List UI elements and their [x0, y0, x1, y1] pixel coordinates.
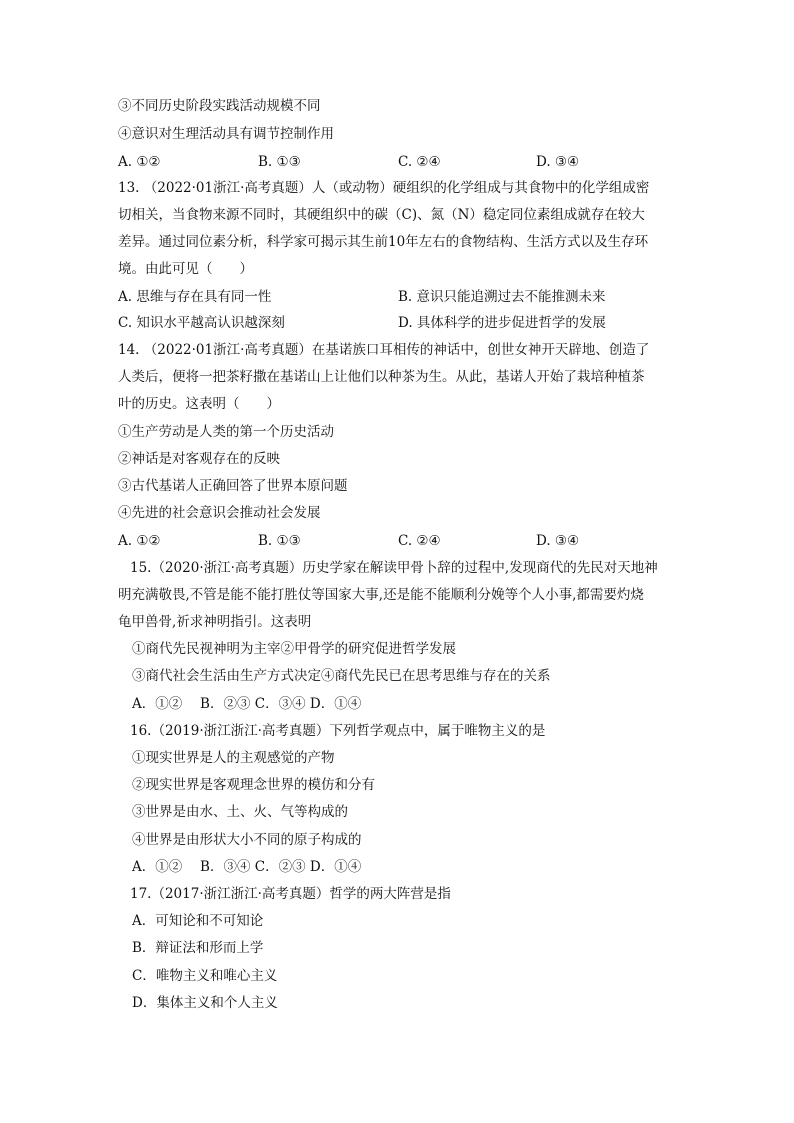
q14-option-d: D. ③④	[536, 533, 580, 549]
q12-item-4: ④意识对生理活动具有调节控制作用	[118, 126, 334, 142]
q16-options: A．①② B．③④ C．②③ D．①④	[132, 859, 362, 875]
q13-option-a: A. 思维与存在具有同一性	[118, 289, 272, 305]
q16-item-3: ③世界是由水、土、火、气等构成的	[132, 804, 348, 820]
q13-stem-line-4: 境。由此可见（ ）	[118, 261, 253, 277]
q13-option-c: C. 知识水平越高认识越深刻	[118, 315, 285, 331]
q12-option-d: D. ③④	[536, 154, 580, 170]
q17-option-b: B．辩证法和形而上学	[132, 940, 264, 956]
q17-option-d: D．集体主义和个人主义	[132, 995, 278, 1011]
q14-item-4: ④先进的社会意识会推动社会发展	[118, 505, 321, 521]
q13-stem-line-3: 差异。通过同位素分析，科学家可揭示其生前10年左右的食物结构、生活方式以及生存环	[118, 234, 649, 250]
q13-options-row-2	[118, 313, 678, 333]
q12-item-3: ③不同历史阶段实践活动规模不同	[118, 98, 321, 114]
q16-item-4: ④世界是由形状大小不同的原子构成的	[132, 832, 362, 848]
q15-options: A．①② B．②③ C．③④ D．①④	[132, 696, 362, 712]
q12-option-a: A. ①②	[118, 154, 161, 170]
q15-stem-line-2: 明充满敬畏,不管是能不能打胜仗等国家大事,还是能不能顺利分娩等个人小事,都需要灼烧	[118, 587, 644, 603]
q14-option-a: A. ①②	[118, 533, 161, 549]
q17-option-a: A．可知论和不可知论	[132, 913, 264, 929]
q13-option-b: B. 意识只能追溯过去不能推测未来	[398, 289, 606, 305]
q13-stem-line-1: 13. （2022·01浙江·高考真题）人（或动物）硬组织的化学组成与其食物中的化学组成密	[118, 180, 650, 196]
q14-stem-line-3: 叶的历史。这表明（ ）	[118, 396, 280, 412]
q16-stem: 16.（2019·浙江浙江·高考真题）下列哲学观点中，属于唯物主义的是	[130, 723, 546, 739]
q17-stem: 17.（2017·浙江浙江·高考真题）哲学的两大阵营是指	[130, 886, 451, 902]
q12-option-c: C. ②④	[398, 154, 441, 170]
q14-item-3: ③古代基诺人正确回答了世界本原问题	[118, 478, 348, 494]
q14-item-2: ②神话是对客观存在的反映	[118, 451, 280, 467]
q12-option-b: B. ①③	[258, 154, 301, 170]
q15-stem-line-1: 15.（2020·浙江·高考真题）历史学家在解读甲骨卜辞的过程中,发现商代的先民对天地神	[130, 560, 658, 576]
q15-stem-line-3: 龟甲兽骨,祈求神明指引。这表明	[118, 614, 312, 630]
q13-stem-line-2: 切相关，当食物来源不同时，其硬组织中的碳（C)、氮（N）稳定同位素组成就存在较大	[118, 207, 645, 223]
q15-items-line-2: ③商代社会生活由生产方式决定④商代先民已在思考思维与存在的关系	[132, 668, 551, 684]
q13-option-d: D. 具体科学的进步促进哲学的发展	[398, 315, 606, 331]
q16-item-2: ②现实世界是客观理念世界的模仿和分有	[132, 777, 375, 793]
q14-option-b: B. ①③	[258, 533, 301, 549]
q13-options-row-1	[118, 287, 678, 307]
q14-options	[118, 531, 678, 551]
q15-items-line-1: ①商代先民视神明为主宰②甲骨学的研究促进哲学发展	[132, 641, 456, 657]
q17-option-c: C．唯物主义和唯心主义	[132, 968, 278, 984]
q14-stem-line-1: 14. （2022·01浙江·高考真题）在基诺族口耳相传的神话中，创世女神开天辟地、创造了	[118, 342, 650, 358]
q14-item-1: ①生产劳动是人类的第一个历史活动	[118, 424, 334, 440]
q14-option-c: C. ②④	[398, 533, 441, 549]
q16-item-1: ①现实世界是人的主观感觉的产物	[132, 750, 335, 766]
q14-stem-line-2: 人类后，便将一把茶籽撒在基诺山上让他们以种茶为生。从此，基诺人开始了栽培种植茶	[118, 369, 645, 385]
q12-options	[118, 152, 678, 172]
